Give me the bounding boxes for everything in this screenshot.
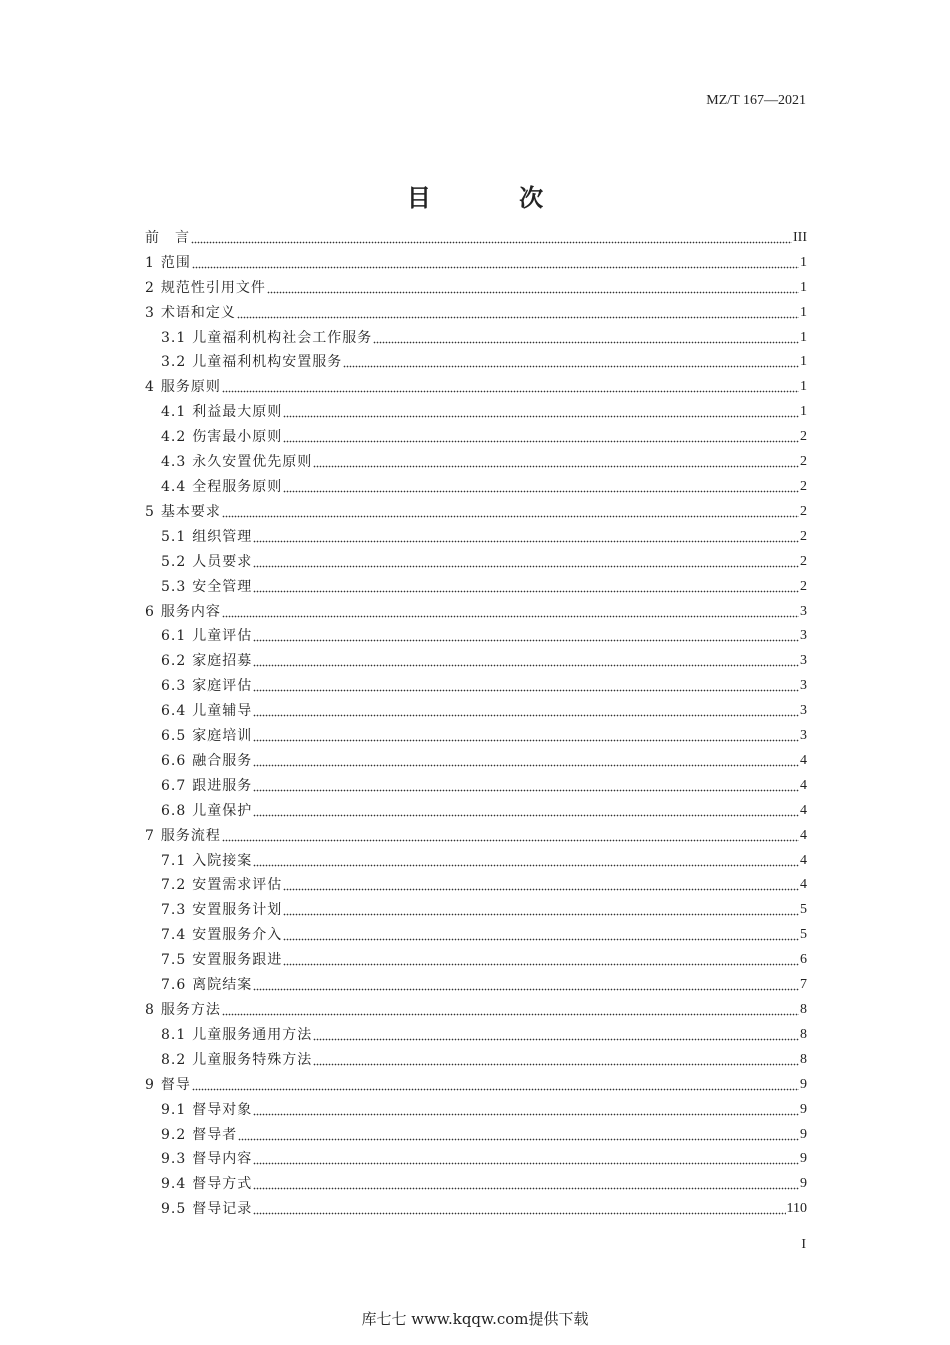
toc-entry-title — [161, 1050, 312, 1070]
toc-entry-number: 6.7 — [161, 777, 187, 794]
toc-entry-number: 9.5 — [161, 1201, 187, 1218]
toc-entry[interactable] — [145, 1169, 807, 1194]
toc-entry-title — [161, 626, 252, 646]
download-footer: 库七七 www.kqqw.com提供下载 — [361, 1310, 589, 1328]
dot-leader — [253, 757, 799, 767]
toc-entry-page: 4 — [800, 852, 807, 868]
dot-leader — [283, 906, 799, 916]
toc-entry-number: 8.1 — [161, 1026, 187, 1043]
dot-leader — [222, 1006, 799, 1016]
toc-entry[interactable] — [145, 323, 807, 348]
toc-entry-page: 2 — [800, 553, 807, 569]
toc-entry-number: 7.2 — [161, 877, 187, 894]
toc-entry-page: 8 — [800, 1051, 807, 1067]
dot-leader — [283, 408, 799, 418]
page-title: 目 次 — [406, 184, 584, 212]
toc-entry-page: 9 — [800, 1151, 807, 1167]
dot-leader — [222, 832, 799, 842]
toc-entry[interactable] — [145, 945, 807, 970]
toc-entry-label: 服务流程 — [160, 827, 221, 844]
toc-entry-title — [161, 801, 252, 821]
toc-entry-label: 基本要求 — [160, 503, 221, 520]
toc-entry-title — [161, 1199, 252, 1219]
toc-entry-title — [145, 602, 221, 622]
toc-entry[interactable] — [145, 1020, 807, 1045]
dot-leader — [253, 807, 799, 817]
toc-entry[interactable] — [145, 895, 807, 920]
toc-entry-page: 1 — [800, 404, 807, 420]
toc-entry-title — [161, 950, 282, 970]
dot-leader — [253, 1205, 785, 1215]
toc-entry-page: 9 — [800, 1101, 807, 1117]
toc-entry-title — [161, 1149, 252, 1169]
toc-entry-label: 督导 — [160, 1076, 191, 1093]
toc-entry-page: 8 — [800, 1002, 807, 1017]
toc-entry-number: 8.2 — [161, 1051, 187, 1068]
toc-entry-page: 9 — [800, 1176, 807, 1192]
toc-entry-number: 7 — [145, 827, 155, 844]
toc-entry-number: 7.3 — [161, 902, 187, 919]
toc-entry-label: 安置需求评估 — [192, 877, 283, 894]
toc-entry-label: 跟进服务 — [192, 777, 253, 794]
toc-entry[interactable] — [145, 671, 807, 696]
toc-entry-page: 5 — [800, 927, 807, 943]
toc-entry[interactable] — [145, 223, 807, 248]
toc-entry-title — [161, 651, 252, 671]
toc-entry-label: 融合服务 — [192, 752, 253, 769]
toc-entry-page: 8 — [800, 1026, 807, 1042]
toc-entry-number: 6.5 — [161, 728, 187, 745]
toc-entry[interactable] — [145, 1120, 807, 1145]
toc-entry[interactable] — [145, 572, 807, 597]
toc-entry-page: 2 — [800, 503, 807, 519]
toc-entry[interactable] — [145, 248, 807, 273]
toc-entry-number: 3 — [145, 304, 155, 321]
toc-entry-page: 5 — [800, 902, 807, 918]
dot-leader — [283, 956, 799, 966]
toc-entry-number: 6.3 — [161, 678, 187, 695]
dot-leader — [253, 857, 799, 867]
toc-entry-label: 服务方法 — [160, 1002, 221, 1018]
toc-entry-title — [161, 975, 252, 995]
dot-leader — [253, 558, 799, 568]
dot-leader — [283, 881, 799, 891]
toc-entry-title — [145, 1075, 191, 1095]
toc-entry-page: 1 — [800, 279, 807, 295]
toc-entry-title — [145, 502, 221, 522]
toc-entry-label: 服务内容 — [160, 603, 221, 620]
toc-entry-title — [161, 875, 282, 895]
toc-entry-title — [161, 925, 282, 945]
toc-entry[interactable] — [145, 995, 807, 1020]
toc-entry-number: 8 — [145, 1002, 155, 1018]
toc-entry-page: 1 — [800, 329, 807, 345]
toc-entry[interactable] — [145, 796, 807, 821]
toc-entry-number: 9.2 — [161, 1126, 187, 1143]
dot-leader — [192, 1081, 799, 1091]
toc-entry-title — [145, 253, 191, 273]
dot-leader — [253, 782, 799, 792]
toc-entry-number: 7.5 — [161, 952, 187, 969]
toc-entry-title — [161, 701, 252, 721]
toc-entry-label: 安置服务跟进 — [192, 952, 283, 969]
dot-leader — [238, 1131, 799, 1141]
toc-entry-page: 4 — [800, 802, 807, 818]
toc-entry[interactable] — [145, 1070, 807, 1095]
toc-entry[interactable] — [145, 298, 807, 323]
toc-entry-number: 9.1 — [161, 1101, 187, 1118]
toc-entry-label: 儿童福利机构安置服务 — [192, 354, 343, 371]
toc-entry[interactable] — [145, 1145, 807, 1170]
toc-entry[interactable] — [145, 422, 807, 447]
toc-entry[interactable] — [145, 696, 807, 721]
toc-entry-label: 伤害最小原则 — [192, 429, 283, 446]
toc-entry-label: 离院结案 — [192, 977, 253, 994]
dot-leader — [222, 608, 799, 618]
toc-entry-page: 4 — [800, 827, 807, 843]
toc-entry-label: 术语和定义 — [160, 304, 236, 321]
toc-entry-label: 组织管理 — [192, 528, 253, 545]
toc-entry-number: 5.3 — [161, 578, 187, 595]
toc-entry-title — [161, 1100, 252, 1120]
toc-entry-title — [161, 577, 252, 597]
toc-entry-title — [161, 900, 282, 920]
toc-entry-page: 2 — [800, 478, 807, 494]
dot-leader — [253, 981, 799, 991]
toc-entry-page: 3 — [800, 703, 807, 719]
toc-entry-page: 9 — [800, 1126, 807, 1142]
toc-entry-page: 1 — [800, 254, 807, 270]
toc-entry-label: 规范性引用文件 — [160, 279, 266, 296]
toc-entry-page: 6 — [800, 952, 807, 968]
toc-entry-label: 前 言 — [145, 229, 190, 246]
toc-entry[interactable] — [145, 522, 807, 547]
toc-entry[interactable] — [145, 970, 807, 995]
dot-leader — [253, 1155, 799, 1165]
toc-entry-label: 利益最大原则 — [192, 404, 283, 421]
dot-leader — [313, 1056, 799, 1066]
toc-entry-number: 9.3 — [161, 1151, 187, 1168]
toc-entry-label: 儿童服务通用方法 — [192, 1026, 313, 1043]
toc-entry-label: 家庭招募 — [192, 653, 253, 670]
toc-entry-number: 6.2 — [161, 653, 187, 670]
toc-entry-number: 6.8 — [161, 802, 187, 819]
toc-entry-label: 入院接案 — [192, 852, 253, 869]
toc-entry[interactable] — [145, 821, 807, 846]
toc-entry-title — [161, 527, 252, 547]
toc-entry[interactable] — [145, 1194, 807, 1219]
toc-entry-page: 3 — [800, 678, 807, 694]
toc-entry-number: 6.1 — [161, 628, 187, 645]
toc-entry-label: 督导对象 — [192, 1101, 253, 1118]
toc-entry[interactable] — [145, 348, 807, 373]
toc-entry-number: 5.2 — [161, 553, 187, 570]
toc-entry-number: 7.1 — [161, 852, 187, 869]
toc-entry-title — [161, 402, 282, 422]
toc-entry-title — [161, 352, 342, 372]
toc-entry-page: III — [793, 229, 807, 245]
toc-entry-title — [161, 328, 372, 348]
dot-leader — [237, 309, 799, 319]
toc-entry-title — [161, 452, 312, 472]
toc-entry-label: 安置服务计划 — [192, 902, 283, 919]
toc-entry[interactable] — [145, 447, 807, 472]
toc-entry-page: 2 — [800, 429, 807, 445]
toc-entry-page: 3 — [800, 628, 807, 644]
toc-entry-number: 7.6 — [161, 977, 187, 994]
toc-entry-title — [145, 228, 190, 248]
dot-leader — [253, 657, 799, 667]
toc-entry[interactable] — [145, 920, 807, 945]
toc-entry[interactable] — [145, 1045, 807, 1070]
toc-entry-label: 儿童服务特殊方法 — [192, 1051, 313, 1068]
toc-entry[interactable] — [145, 597, 807, 622]
toc-entry-label: 全程服务原则 — [192, 478, 283, 495]
dot-leader — [253, 732, 799, 742]
toc-entry-label: 儿童评估 — [192, 628, 253, 645]
toc-entry-title — [145, 826, 221, 846]
toc-entry-page: 2 — [800, 528, 807, 544]
toc-entry[interactable] — [145, 397, 807, 422]
dot-leader — [313, 1031, 799, 1041]
toc-entry-title — [161, 676, 252, 696]
toc-entry-title — [161, 751, 252, 771]
dot-leader — [313, 458, 799, 468]
dot-leader — [343, 358, 799, 368]
toc-entry-number: 3.1 — [161, 329, 187, 346]
toc-entry[interactable] — [145, 497, 807, 522]
toc-entry-label: 督导者 — [192, 1126, 238, 1143]
dot-leader — [191, 234, 792, 244]
toc-entry-title — [145, 278, 266, 298]
toc-entry-number: 3.2 — [161, 354, 187, 371]
toc-entry-number: 7.4 — [161, 927, 187, 944]
toc-entry-number: 4.4 — [161, 478, 187, 495]
toc-entry-number: 9.4 — [161, 1176, 187, 1193]
toc-entry[interactable] — [145, 1095, 807, 1120]
toc-entry-page: 1 — [800, 379, 807, 395]
toc-entry-label: 范围 — [160, 254, 191, 271]
toc-entry-page: 4 — [800, 777, 807, 793]
toc-entry[interactable] — [145, 372, 807, 397]
toc-entry-page: 3 — [800, 653, 807, 669]
toc-entry[interactable] — [145, 871, 807, 896]
dot-leader — [253, 1180, 799, 1190]
toc-entry-label: 督导记录 — [192, 1201, 253, 1218]
toc-entry-number: 5 — [145, 503, 155, 520]
toc-entry-page: 110 — [786, 1201, 807, 1217]
table-of-contents — [145, 223, 807, 1219]
toc-entry-title — [161, 552, 252, 572]
toc-entry-label: 儿童福利机构社会工作服务 — [192, 329, 373, 346]
toc-entry-number: 4.3 — [161, 454, 187, 471]
dot-leader — [253, 682, 799, 692]
toc-entry[interactable] — [145, 746, 807, 771]
toc-entry-page: 1 — [800, 354, 807, 370]
toc-entry-page: 2 — [800, 454, 807, 470]
toc-entry-label: 服务原则 — [160, 379, 221, 396]
toc-entry-number: 5.1 — [161, 528, 187, 545]
toc-entry-page: 2 — [800, 578, 807, 594]
toc-entry-label: 永久安置优先原则 — [192, 454, 313, 471]
toc-entry-title — [161, 427, 282, 447]
dot-leader — [283, 931, 799, 941]
toc-entry-number: 6.4 — [161, 703, 187, 720]
toc-entry-label: 人员要求 — [192, 553, 253, 570]
toc-entry-label: 督导方式 — [192, 1176, 253, 1193]
toc-entry[interactable] — [145, 721, 807, 746]
dot-leader — [192, 259, 799, 269]
standard-number: MZ/T 167—2021 — [706, 93, 806, 108]
page-number: I — [801, 1237, 806, 1252]
toc-entry-page: 4 — [800, 877, 807, 893]
toc-entry-number: 1 — [145, 254, 155, 271]
toc-entry-label: 家庭评估 — [192, 678, 253, 695]
toc-entry-number: 4.1 — [161, 404, 187, 421]
toc-entry-label: 安全管理 — [192, 578, 253, 595]
toc-entry[interactable] — [145, 547, 807, 572]
toc-entry-label: 督导内容 — [192, 1151, 253, 1168]
toc-entry-title — [161, 776, 252, 796]
dot-leader — [253, 533, 799, 543]
dot-leader — [222, 508, 799, 518]
toc-entry[interactable] — [145, 472, 807, 497]
dot-leader — [267, 284, 799, 294]
toc-entry[interactable] — [145, 273, 807, 298]
toc-entry-label: 安置服务介入 — [192, 927, 283, 944]
toc-entry-title — [161, 1025, 312, 1045]
dot-leader — [373, 334, 799, 344]
toc-entry-title — [161, 477, 282, 497]
dot-leader — [283, 433, 799, 443]
toc-entry-number: 6 — [145, 603, 155, 620]
toc-entry-title — [161, 1174, 252, 1194]
toc-entry[interactable] — [145, 622, 807, 647]
toc-entry-page: 3 — [800, 728, 807, 744]
toc-entry-title — [161, 851, 252, 871]
toc-entry-page: 1 — [800, 304, 807, 320]
toc-entry-title — [161, 726, 252, 746]
toc-entry-page: 7 — [800, 977, 807, 993]
dot-leader — [253, 583, 799, 593]
toc-entry-page: 3 — [800, 603, 807, 619]
dot-leader — [253, 707, 799, 717]
dot-leader — [283, 483, 799, 493]
toc-entry-page: 9 — [800, 1076, 807, 1092]
toc-entry[interactable] — [145, 846, 807, 871]
toc-entry-number: 4.2 — [161, 429, 187, 446]
toc-entry-page: 4 — [800, 752, 807, 768]
toc-entry-title — [161, 1125, 237, 1145]
toc-entry-label: 家庭培训 — [192, 728, 253, 745]
dot-leader — [253, 632, 799, 642]
toc-entry-number: 4 — [145, 379, 155, 396]
toc-entry-number: 9 — [145, 1076, 155, 1093]
toc-entry-label: 儿童保护 — [192, 802, 253, 819]
toc-entry-title — [145, 1000, 221, 1020]
toc-entry-title — [145, 303, 236, 323]
dot-leader — [253, 1106, 799, 1116]
toc-entry-number: 6.6 — [161, 752, 187, 769]
toc-entry[interactable] — [145, 771, 807, 796]
toc-entry[interactable] — [145, 646, 807, 671]
dot-leader — [222, 383, 799, 393]
toc-entry-title — [145, 377, 221, 397]
toc-entry-number: 2 — [145, 279, 155, 296]
toc-entry-label: 儿童辅导 — [192, 703, 253, 720]
